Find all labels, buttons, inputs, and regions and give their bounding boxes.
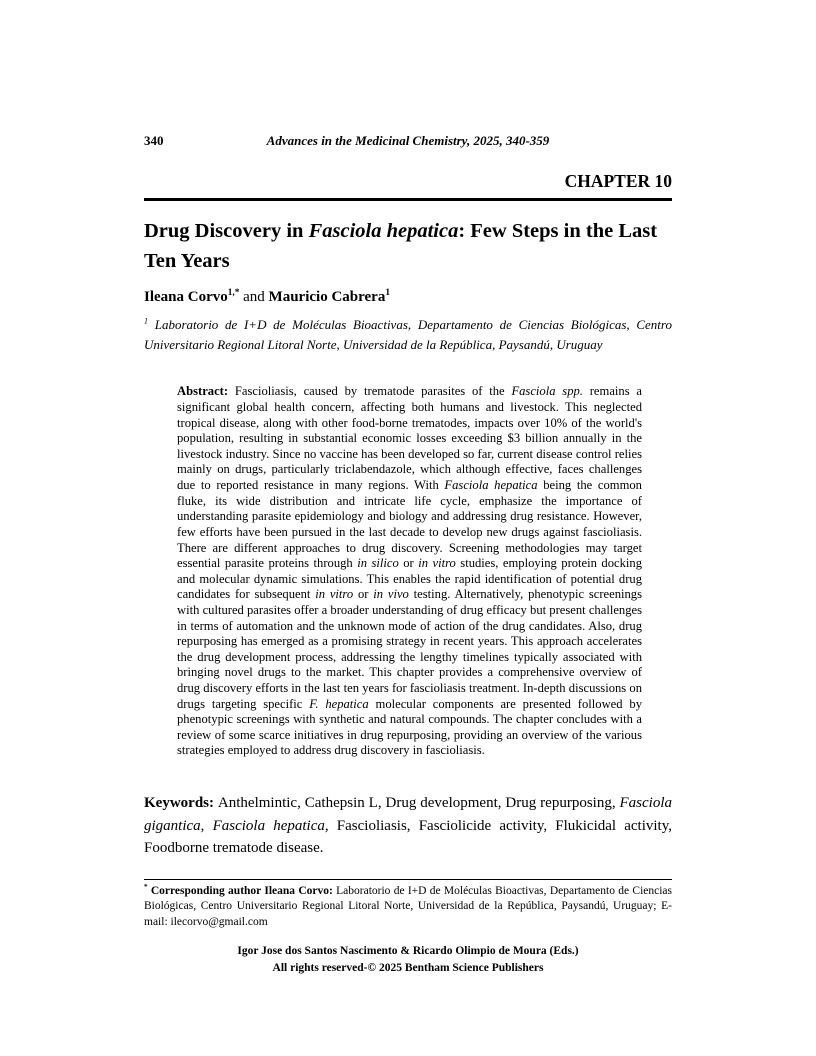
editors-line: Igor Jose dos Santos Nascimento & Ricardo Olimpio de Moura (Eds.) [237,945,579,958]
copyright-line: All rights reserved-© 2025 Bentham Science Publishers [272,961,544,974]
chapter-label: CHAPTER 10 [564,171,672,191]
header-rule [144,198,672,201]
authors-line: Ileana Corvo$^{1,*}$ and Mauricio Cabrera$^1$ [144,288,390,306]
corresponding-author-footnote: * Corresponding author Ileana Corvo: Laboratorio de I+D de Moléculas Bioactivas, Departamento de Ciencias Biológicas, Centro Universitario Regional Litoral Norte, Universidad de la República, Paysandú, Uruguay; E-mail: ilecorvo@gmail.com [144,882,672,928]
chapter-title: Drug Discovery in Fasciola hepatica: Few Steps in the Last Ten Years [144,220,658,272]
keywords-paragraph: Keywords: Anthelmintic, Cathepsin L, Drug development, Drug repurposing, Fasciola gigantica, Fasciola hepatica, Fascioliasis, Fasciolicide activity, Flukicidal activity, Foodborne trematode disease. [144,795,672,857]
footnote-rule [144,879,672,880]
publisher-footer [144,943,672,976]
abstract-paragraph: Abstract: Fascioliasis, caused by trematode parasites of the Fasciola spp. remains a significant global health concern, affecting both humans and livestock. This neglected tropical disease, along with other food-borne trematodes, impacts over 10% of the world's population, resulting in substantial economic losses exceeding $3 billion annually in the livestock industry. Since no vaccine has been developed so far, current disease control relies mainly on drugs, particularly triclabendazole, which although effective, faces challenges due to reported resistance in many regions. With Fasciola hepatica being the common fluke, its wide distribution and intricate life cycle, emphasize the importance of understanding parasite epidemiology and biology and addressing drug resistance. However, few efforts have been pursued in the last decade to develop new drugs against fascioliasis. There are different approaches to drug discovery. Screening methodologies may target essential parasite proteins through in silico or in vitro studies, employing protein docking and molecular dynamic simulations. This enables the rapid identification of potential drug candidates for subsequent in vitro or in vivo testing. Alternatively, phenotypic screenings with cultured parasites offer a broader understanding of drug efficacy but present challenges in terms of automation and the unknown mode of action of the drug candidates. Also, drug repurposing has emerged as a promising strategy in recent years. This approach accelerates the drug development process, addressing the lengthy timelines typically associated with bringing novel drugs to the market. This chapter provides a comprehensive overview of drug discovery efforts in the last ten years for fascioliasis treatment. In-depth discussions on drugs targeting specific F. hepatica molecular components are presented followed by phenotypic screenings with synthetic and natural compounds. The chapter concludes with a review of some scarce initiatives in drug repurposing, providing an overview of the various strategies employed to address drug discovery in fascioliasis. [177,384,643,758]
page-header [144,133,672,151]
page-number: 340 [144,133,164,148]
affiliation-line: $^1$ Laboratorio de I+D de Moléculas Bioactivas, Departamento de Ciencias Biológicas, Centro Universitario Regional Litoral Norte, Universidad de la República, Paysandú, Uruguay [144,317,672,352]
running-head: Advances in the Medicinal Chemistry, 2025, 340-359 [266,133,550,148]
